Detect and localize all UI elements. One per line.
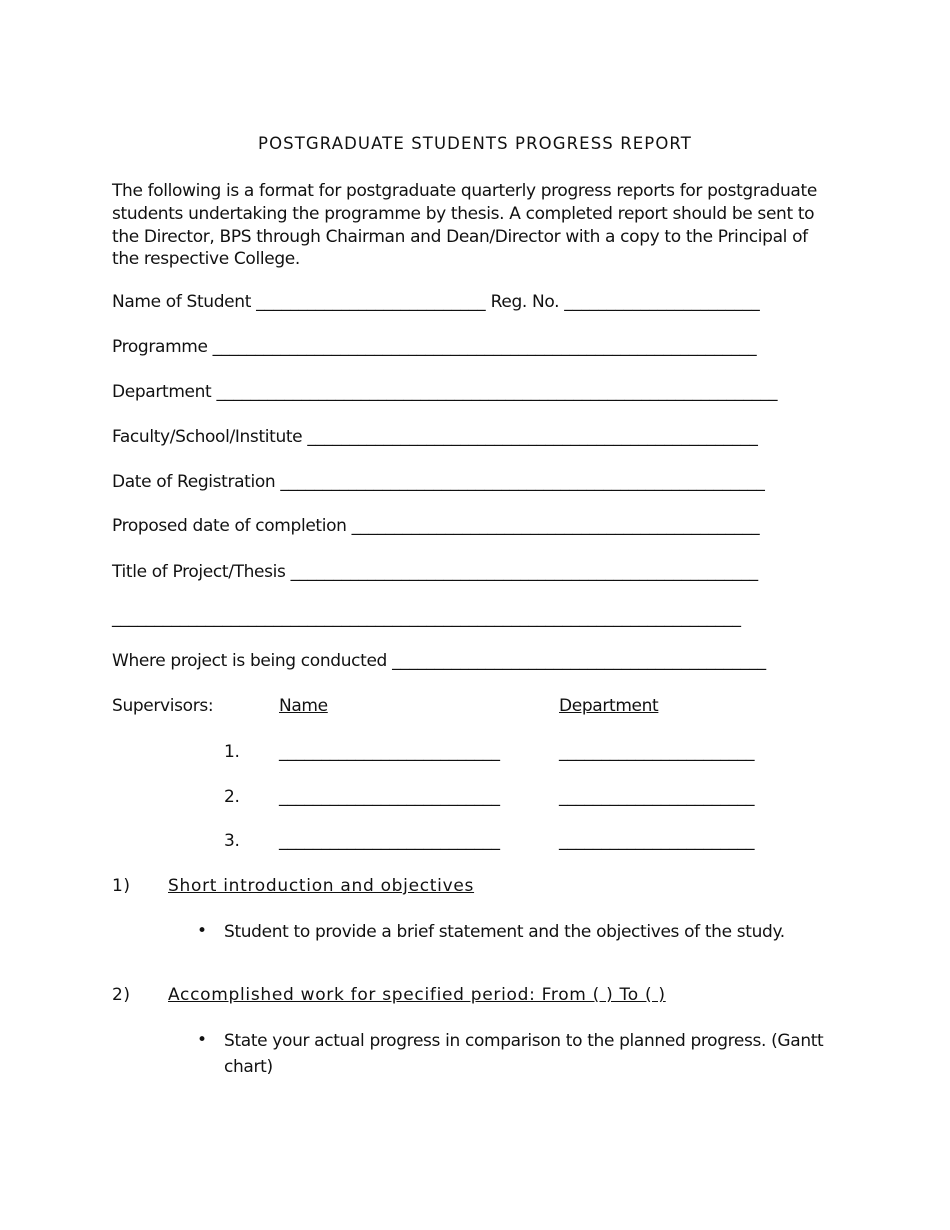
proposed-completion-label: Proposed date of completion bbox=[112, 516, 347, 536]
programme-row bbox=[112, 337, 757, 357]
supervisor-number: 2. bbox=[224, 787, 240, 807]
supervisor-department-header: Department bbox=[559, 696, 659, 716]
section-bullet-text: State your actual progress in comparison to the planned progress. (Gantt chart) bbox=[224, 1031, 824, 1077]
supervisor-department-field[interactable]: _______________________ bbox=[559, 831, 755, 851]
where-conducted-row bbox=[112, 651, 766, 671]
section-heading: Accomplished work for specified period: From ( ) To ( ) bbox=[168, 985, 666, 1005]
reg-no-field[interactable]: _______________________ bbox=[564, 292, 760, 312]
department-label: Department bbox=[112, 382, 212, 402]
programme-field[interactable]: ________________________________________________________________ bbox=[212, 337, 757, 357]
proposed-completion-row bbox=[112, 516, 760, 536]
document-title: POSTGRADUATE STUDENTS PROGRESS REPORT bbox=[258, 134, 692, 153]
supervisor-name-field[interactable]: __________________________ bbox=[279, 831, 500, 851]
where-conducted-label: Where project is being conducted bbox=[112, 651, 388, 671]
faculty-row bbox=[112, 427, 758, 447]
supervisor-department-field[interactable]: _______________________ bbox=[559, 742, 755, 762]
supervisor-name-header: Name bbox=[279, 696, 328, 716]
supervisor-number: 3. bbox=[224, 831, 240, 851]
reg-no-label: Reg. No. bbox=[490, 292, 560, 312]
title-of-project-row bbox=[112, 562, 758, 582]
department-field[interactable]: __________________________________________________________________ bbox=[216, 382, 778, 402]
title-continuation-row bbox=[112, 608, 741, 628]
title-of-project-field[interactable]: _______________________________________________________ bbox=[290, 562, 759, 582]
section-number: 1) bbox=[112, 876, 131, 896]
bullet-marker: • bbox=[197, 921, 208, 941]
name-of-student-field[interactable]: ___________________________ bbox=[256, 292, 486, 312]
where-conducted-field[interactable]: ____________________________________________ bbox=[392, 651, 767, 671]
title-of-project-label: Title of Project/Thesis bbox=[112, 562, 286, 582]
supervisors-label: Supervisors: bbox=[112, 696, 214, 716]
date-of-registration-label: Date of Registration bbox=[112, 472, 276, 492]
section-number: 2) bbox=[112, 985, 131, 1005]
supervisor-name-field[interactable]: __________________________ bbox=[279, 742, 500, 762]
intro-paragraph: The following is a format for postgraduate quarterly progress reports for postgraduate students undertaking the programme by thesis. A completed report should be sent to the Director, BPS through Chairman and Dean/Director with a copy to the Principal of the respective College. bbox=[112, 181, 817, 270]
supervisor-name-field[interactable]: __________________________ bbox=[279, 787, 500, 807]
faculty-field[interactable]: _____________________________________________________ bbox=[307, 427, 758, 447]
supervisor-department-field[interactable]: _______________________ bbox=[559, 787, 755, 807]
faculty-label: Faculty/School/Institute bbox=[112, 427, 303, 447]
bullet-marker: • bbox=[197, 1030, 208, 1050]
date-of-registration-row bbox=[112, 472, 765, 492]
programme-label: Programme bbox=[112, 337, 208, 357]
date-of-registration-field[interactable]: _________________________________________________________ bbox=[280, 472, 765, 492]
section-bullet-text: Student to provide a brief statement and the objectives of the study. bbox=[224, 922, 785, 942]
proposed-completion-field[interactable]: ________________________________________________ bbox=[351, 516, 760, 536]
section-heading: Short introduction and objectives bbox=[168, 876, 475, 896]
department-row bbox=[112, 382, 777, 402]
title-continuation-field[interactable]: __________________________________________________________________________ bbox=[112, 608, 741, 628]
name-reg-row bbox=[112, 292, 760, 312]
supervisor-number: 1. bbox=[224, 742, 240, 762]
name-of-student-label: Name of Student bbox=[112, 292, 252, 312]
